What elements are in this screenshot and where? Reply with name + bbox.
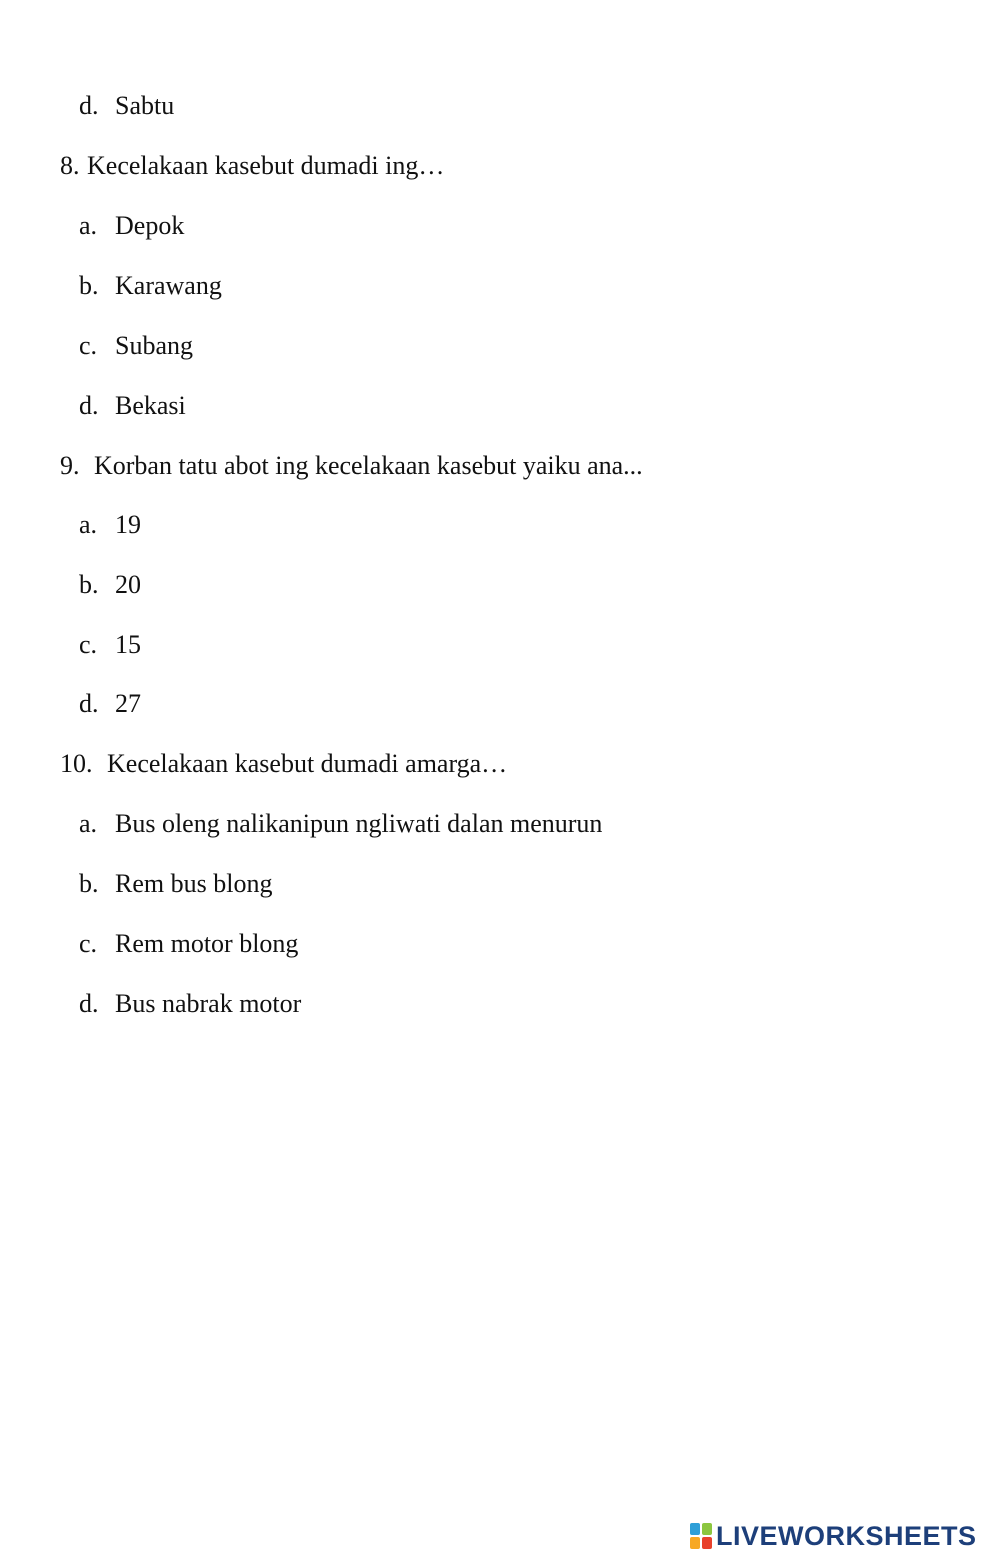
- option-letter: a.: [79, 211, 98, 240]
- option-text: Subang: [115, 331, 193, 360]
- question-number: 8.: [60, 151, 80, 180]
- question-number: 10.: [60, 749, 93, 778]
- option-text: Bus oleng nalikanipun ngliwati dalan menurun: [115, 809, 603, 838]
- logo-square-red: [702, 1537, 712, 1549]
- question-text: Korban tatu abot ing kecelakaan kasebut yaiku ana...: [94, 451, 643, 480]
- option-letter: d.: [79, 689, 99, 718]
- option-text: 19: [115, 510, 141, 539]
- option-letter: b.: [79, 271, 99, 300]
- option-letter: c.: [79, 630, 98, 659]
- option-text: 27: [115, 689, 141, 718]
- option-text: Sabtu: [115, 91, 175, 120]
- liveworksheets-logo-icon: [690, 1523, 712, 1549]
- logo-square-blue: [690, 1523, 700, 1535]
- option-letter: a.: [79, 809, 98, 838]
- option-text: 20: [115, 570, 141, 599]
- liveworksheets-brand[interactable]: [690, 1520, 977, 1552]
- logo-square-orange: [690, 1537, 700, 1549]
- option-text: 15: [115, 630, 141, 659]
- option-letter: c.: [79, 331, 98, 360]
- option-letter: b.: [79, 570, 99, 599]
- option-text: Rem motor blong: [115, 929, 299, 958]
- option-text: Bus nabrak motor: [115, 989, 302, 1018]
- option-text: Karawang: [115, 271, 222, 300]
- option-letter: a.: [79, 510, 98, 539]
- question-text: Kecelakaan kasebut dumadi amarga…: [107, 749, 508, 778]
- option-letter: b.: [79, 869, 99, 898]
- option-text: Rem bus blong: [115, 869, 273, 898]
- option-letter: d.: [79, 989, 99, 1018]
- option-text: Bekasi: [115, 391, 186, 420]
- option-text: Depok: [115, 211, 185, 240]
- question-text: Kecelakaan kasebut dumadi ing…: [87, 151, 445, 180]
- question-number: 9.: [60, 451, 80, 480]
- logo-square-green: [702, 1523, 712, 1535]
- option-letter: d.: [79, 391, 99, 420]
- brand-name: LIVEWORKSHEETS: [716, 1520, 977, 1551]
- option-letter: c.: [79, 929, 98, 958]
- option-letter: d.: [79, 91, 99, 120]
